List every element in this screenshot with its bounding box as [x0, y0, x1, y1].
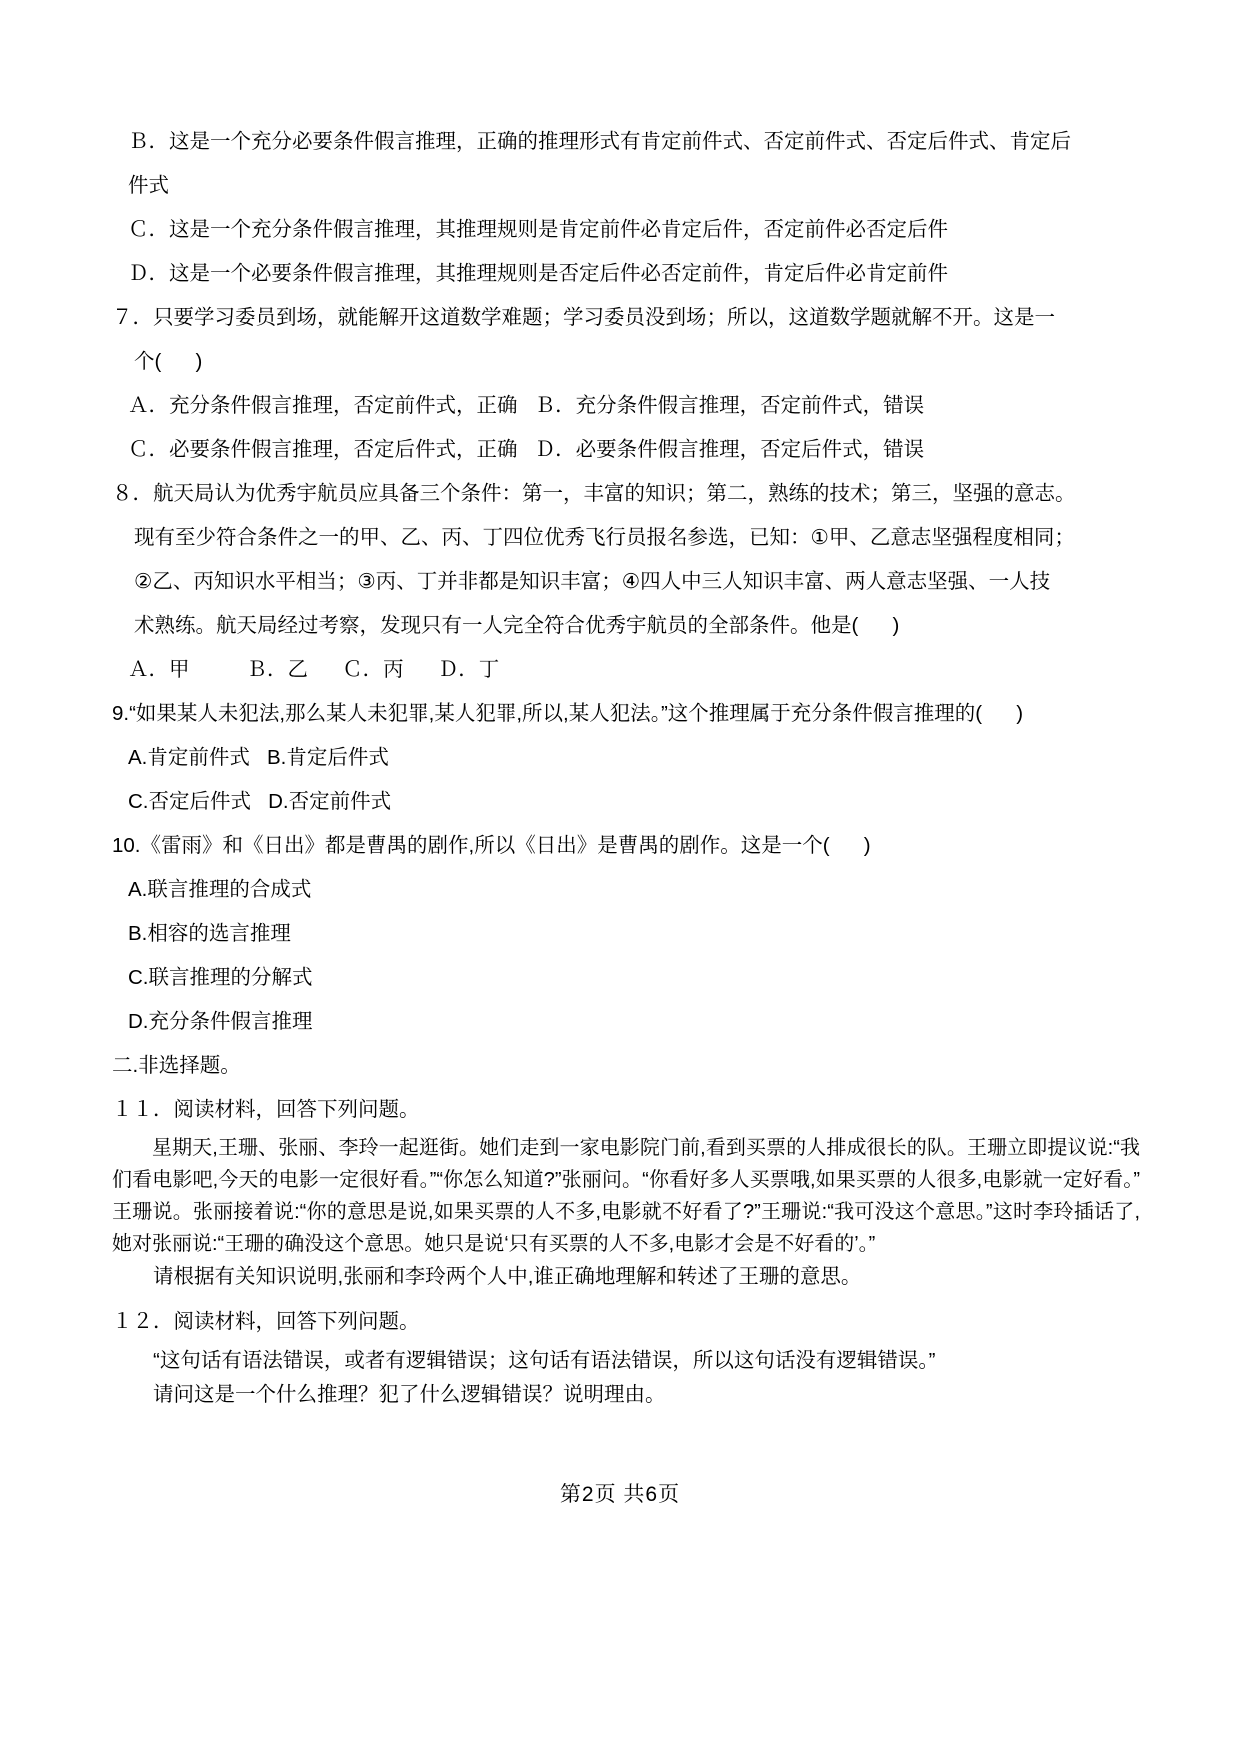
question8-stem-line2: 现有至少符合条件之一的甲、乙、丙、丁四位优秀飞行员报名参选，已知：①甲、乙意志坚强程度相同；: [134, 526, 1075, 549]
question-12: [112, 1300, 1140, 1412]
question9-options-row1: A.肯定前件式 B.肯定后件式: [128, 746, 389, 769]
question6-option-d: Ｄ．这是一个必要条件假言推理，其推理规则是否定后件必否定前件，肯定后件必肯定前件: [128, 262, 948, 285]
question10-option-a: A.联言推理的合成式: [128, 878, 312, 901]
question10-option-c: C.联言推理的分解式: [128, 966, 313, 989]
question11-material: 星期天,王珊、张丽、李玲一起逛街。她们走到一家电影院门前,看到买票的人排成很长的队。王珊立即提议说:“我们看电影吧,今天的电影一定很好看。”“你怎么知道?”张丽问。“你看好多人买票哦,如果买票的人很多,电影就一定好看。”王珊说。张丽接着说:“你的意思是说,如果买票的人不多,电影就不好看了?”王珊说:“我可没这个意思。”这时李玲插话了,她对张丽说:“王珊的确没这个意思。她只是说‘只有买票的人不多,电影才会是不好看的’。”: [112, 1137, 1140, 1255]
question6-option-b-line1: Ｂ．这是一个充分必要条件假言推理，正确的推理形式有肯定前件式、否定前件式、否定后件式、肯定后: [128, 130, 1071, 153]
question7-options-row1: Ａ．充分条件假言推理，否定前件式，正确 Ｂ．充分条件假言推理，否定前件式，错误: [128, 394, 925, 417]
question6-options: [112, 120, 1140, 296]
question11-stem: １１．阅读材料，回答下列问题。: [112, 1098, 420, 1121]
question10-option-d: D.充分条件假言推理: [128, 1010, 313, 1033]
question11-prompt: 请根据有关知识说明,张丽和李玲两个人中,谁正确地理解和转述了王珊的意思。: [153, 1265, 862, 1288]
question8-options-row: Ａ．甲 Ｂ．乙 Ｃ．丙 Ｄ．丁: [128, 658, 500, 681]
page-footer: 第2页 共6页: [559, 1483, 681, 1506]
question7-stem-line2: 个( ): [134, 350, 203, 373]
question-8: [112, 472, 1140, 692]
page-content: [112, 120, 1140, 1412]
question7-stem-line1: ７．只要学习委员到场，就能解开这道数学难题；学习委员没到场；所以，这道数学题就解不开。这是一: [112, 306, 1055, 329]
question8-stem-line3: ②乙、丙知识水平相当；③丙、丁并非都是知识丰富；④四人中三人知识丰富、两人意志坚强、一人技: [134, 570, 1051, 593]
question-7: [112, 296, 1140, 472]
question9-stem: 9.“如果某人未犯法,那么某人未犯罪,某人犯罪,所以,某人犯法。”这个推理属于充分条件假言推理的( ): [112, 702, 1024, 725]
question6-option-c: Ｃ．这是一个充分条件假言推理，其推理规则是肯定前件必肯定后件，否定前件必否定后件: [128, 218, 948, 241]
question6-option-b-line2: 件式: [128, 174, 169, 197]
question12-prompt: 请问这是一个什么推理？犯了什么逻辑错误？说明理由。: [153, 1383, 666, 1406]
question10-stem: 10.《雷雨》和《日出》都是曹禺的剧作,所以《日出》是曹禺的剧作。这是一个( ): [112, 834, 871, 857]
question10-option-b: B.相容的选言推理: [128, 922, 291, 945]
question-11: [112, 1088, 1140, 1294]
question8-stem-line4: 术熟练。航天局经过考察，发现只有一人完全符合优秀宇航员的全部条件。他是( ): [134, 614, 900, 637]
question12-material: “这句话有语法错误，或者有逻辑错误；这句话有语法错误，所以这句话没有逻辑错误。”: [153, 1349, 936, 1372]
question12-stem: １２．阅读材料，回答下列问题。: [112, 1310, 420, 1333]
question8-stem-line1: ８．航天局认为优秀宇航员应具备三个条件：第一，丰富的知识；第二，熟练的技术；第三，坚强的意志。: [112, 482, 1076, 505]
question-9: [112, 692, 1140, 824]
section-2-heading: 二.非选择题。: [112, 1054, 241, 1077]
question7-options-row2: Ｃ．必要条件假言推理，否定后件式，正确 Ｄ．必要条件假言推理，否定后件式，错误: [128, 438, 925, 461]
question-10: [112, 824, 1140, 1044]
question9-options-row2: C.否定后件式 D.否定前件式: [128, 790, 392, 813]
